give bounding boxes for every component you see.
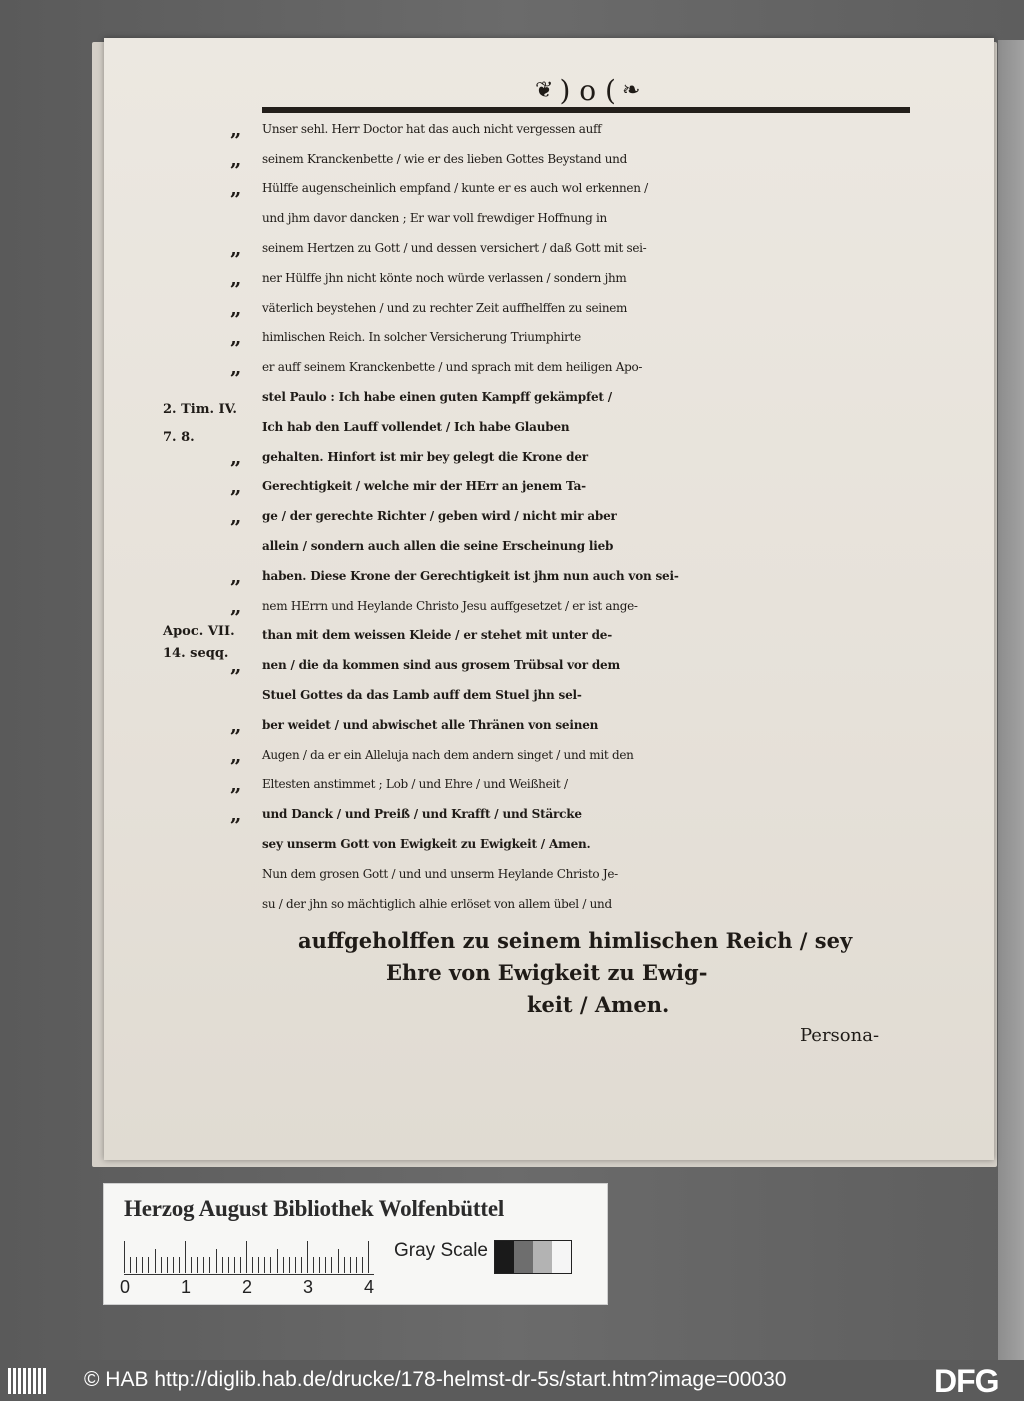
ruler-tick — [270, 1257, 271, 1273]
ruler-tick — [289, 1257, 290, 1273]
text-line — [160, 531, 920, 561]
text-line-content: Unser sehl. Herr Doctor hat das auch nicht vergessen auff — [262, 121, 602, 136]
ruler-tick — [368, 1241, 369, 1273]
ruler-tick — [307, 1241, 308, 1273]
page-header-ornament — [535, 70, 675, 110]
text-line-content: Stuel Gottes da das Lamb auff dem Stuel jhn sel- — [262, 688, 582, 703]
quote-mark: „ — [230, 236, 242, 261]
text-line-content: nen / die da kommen sind aus grosem Trübsal vor dem — [262, 658, 620, 673]
ruler-tick — [203, 1257, 204, 1273]
ruler-number-0: 0 — [120, 1277, 131, 1297]
ruler-tick — [142, 1257, 143, 1273]
text-line — [160, 770, 920, 800]
text-line — [160, 710, 920, 740]
text-line-content: allein / sondern auch allen die seine Erscheinung lieb — [262, 539, 614, 554]
quote-mark: „ — [230, 295, 242, 320]
quote-mark: „ — [230, 653, 242, 678]
quote-mark: „ — [230, 742, 242, 767]
ruler-tick — [283, 1257, 284, 1273]
ruler-tick — [197, 1257, 198, 1273]
dfg-logo: DFG — [934, 1363, 999, 1399]
text-line-content: seinem Kranckenbette / wie er des lieben Gottes Beystand und — [262, 151, 627, 166]
ruler-tick — [136, 1257, 137, 1273]
gray-swatch — [552, 1241, 571, 1273]
ruler-tick — [155, 1249, 156, 1273]
quote-mark: „ — [230, 802, 242, 827]
closing-line-2: Ehre von Ewigkeit zu Ewig- — [386, 960, 708, 985]
ruler-tick — [222, 1257, 223, 1273]
ruler-tick — [209, 1257, 210, 1273]
ruler-tick — [344, 1257, 345, 1273]
ruler-tick — [356, 1257, 357, 1273]
quote-mark: „ — [230, 176, 242, 201]
text-line — [160, 323, 920, 353]
text-line — [160, 382, 920, 412]
quote-mark: „ — [230, 116, 242, 141]
ruler-tick — [313, 1257, 314, 1273]
text-line — [160, 621, 920, 651]
text-line-content: than mit dem weissen Kleide / er stehet mit unter de- — [262, 628, 612, 643]
copyright-url: © HAB http://diglib.hab.de/drucke/178-helmst-dr-5s/start.htm?image=00030 — [84, 1368, 787, 1391]
text-line — [160, 591, 920, 621]
text-line — [160, 412, 920, 442]
text-line-content: und jhm davor dancken ; Er war voll frewdiger Hoffnung in — [262, 211, 607, 226]
gray-scale-label: Gray Scale — [394, 1240, 488, 1261]
body-text — [160, 114, 920, 919]
text-line — [160, 472, 920, 502]
text-line-content: gehalten. Hinfort ist mir bey gelegt die Krone der — [262, 449, 588, 464]
text-line-content: ge / der gerechte Richter / geben wird / nicht mir aber — [262, 509, 617, 524]
footer-bar — [0, 1360, 1024, 1401]
quote-mark: „ — [230, 355, 242, 380]
ruler-tick — [234, 1257, 235, 1273]
text-line — [160, 799, 920, 829]
ruler-tick — [228, 1257, 229, 1273]
text-line-content: ner Hülffe jhn nicht könte noch würde verlassen / sondern jhm — [262, 270, 627, 285]
quote-mark: „ — [230, 146, 242, 171]
text-line — [160, 233, 920, 263]
quote-mark: „ — [230, 772, 242, 797]
text-line — [160, 203, 920, 233]
text-line-content: Eltesten anstimmet ; Lob / und Ehre / und Weißheit / — [262, 777, 568, 792]
text-line-content: Gerechtigkeit / welche mir der HErr an jenem Ta- — [262, 479, 586, 494]
barcode-icon — [8, 1368, 46, 1394]
quote-mark: „ — [230, 474, 242, 499]
ruler-tick — [319, 1257, 320, 1273]
text-line-content: seinem Hertzen zu Gott / und dessen versichert / daß Gott mit sei- — [262, 241, 647, 256]
quote-mark: „ — [230, 265, 242, 290]
ruler-number-3: 3 — [303, 1277, 314, 1297]
ruler-tick — [161, 1257, 162, 1273]
ruler-tick — [325, 1257, 326, 1273]
quote-mark: „ — [230, 593, 242, 618]
text-line-content: und Danck / und Preiß / und Krafft / und Stärcke — [262, 807, 582, 822]
text-line-content: Nun dem grosen Gott / und und unserm Heylande Christo Je- — [262, 866, 618, 881]
ruler-number-4: 4 — [364, 1277, 375, 1297]
ruler-tick — [167, 1257, 168, 1273]
text-line — [160, 352, 920, 382]
ruler-tick — [295, 1257, 296, 1273]
ruler-tick — [246, 1241, 247, 1273]
gray-scale-swatches — [494, 1240, 572, 1274]
text-line — [160, 680, 920, 710]
catchword: Persona- — [800, 1025, 880, 1046]
library-color-card — [103, 1183, 608, 1305]
margin-note-tim-ref: 2. Tim. IV. — [163, 402, 237, 417]
text-line — [160, 740, 920, 770]
ruler-baseline — [124, 1274, 374, 1275]
page-number: ) o ( — [559, 73, 616, 107]
text-line — [160, 263, 920, 293]
ruler-tick — [301, 1257, 302, 1273]
text-line — [160, 501, 920, 531]
closing-line-1: auffgeholffen zu seinem himlischen Reich / sey — [298, 928, 853, 953]
header-rule — [262, 107, 910, 113]
text-line-content: ber weidet / und abwischet alle Thränen von seinen — [262, 717, 599, 732]
quote-mark: „ — [230, 563, 242, 588]
text-line-content: haben. Diese Krone der Gerechtigkeit ist jhm nun auch von sei- — [262, 568, 679, 583]
text-line-content: su / der jhn so mächtiglich alhie erlöset von allem übel / und — [262, 896, 612, 911]
ruler-number-2: 2 — [242, 1277, 253, 1297]
text-line-content: Augen / da er ein Alleluja nach dem andern singet / und mit den — [262, 747, 634, 762]
text-line-content: himlischen Reich. In solcher Versicherung Triumphirte — [262, 330, 581, 345]
ruler-tick — [185, 1241, 186, 1273]
ruler-tick — [124, 1241, 125, 1273]
text-line — [160, 650, 920, 680]
text-line — [160, 114, 920, 144]
ruler-tick — [173, 1257, 174, 1273]
text-line — [160, 859, 920, 889]
quote-mark: „ — [230, 325, 242, 350]
gray-swatch — [495, 1241, 514, 1273]
text-line — [160, 174, 920, 204]
text-line — [160, 829, 920, 859]
text-line — [160, 293, 920, 323]
ruler-tick — [148, 1257, 149, 1273]
text-line-content: sey unserm Gott von Ewigkeit zu Ewigkeit / Amen. — [262, 837, 591, 852]
ruler-tick — [130, 1257, 131, 1273]
ruler-tick — [240, 1257, 241, 1273]
text-line-content: nem HErrn und Heylande Christo Jesu auffgesetzet / er ist ange- — [262, 598, 638, 613]
ruler-tick — [331, 1257, 332, 1273]
ruler-tick — [179, 1257, 180, 1273]
closing-line-3: keit / Amen. — [527, 992, 670, 1017]
margin-note-apoc-ref: Apoc. VII. — [163, 624, 235, 639]
text-line — [160, 144, 920, 174]
library-name: Herzog August Bibliothek Wolfenbüttel — [124, 1196, 505, 1221]
ruler-tick — [362, 1257, 363, 1273]
ruler-tick — [252, 1257, 253, 1273]
text-line-content: stel Paulo : Ich habe einen guten Kampff gekämpfet / — [262, 390, 612, 405]
margin-note-tim-verse: 7. 8. — [163, 430, 195, 445]
ruler-tick — [191, 1257, 192, 1273]
text-line — [160, 442, 920, 472]
ruler-tick — [350, 1257, 351, 1273]
text-line — [160, 889, 920, 919]
quote-mark: „ — [230, 504, 242, 529]
gray-swatch — [514, 1241, 533, 1273]
measurement-ruler — [124, 1239, 384, 1273]
ruler-tick — [264, 1257, 265, 1273]
text-line — [160, 561, 920, 591]
ruler-tick — [216, 1249, 217, 1273]
ruler-number-1: 1 — [181, 1277, 192, 1297]
quote-mark: „ — [230, 444, 242, 469]
ornament-right-icon: ❧ — [621, 77, 641, 103]
margin-note-apoc-verse: 14. seqq. — [163, 646, 229, 661]
ornament-left-icon: ❦ — [535, 77, 554, 103]
ruler-tick — [258, 1257, 259, 1273]
gray-swatch — [533, 1241, 552, 1273]
ruler-tick — [338, 1249, 339, 1273]
text-line-content: Ich hab den Lauff vollendet / Ich habe Glauben — [262, 419, 570, 434]
text-line-content: Hülffe augenscheinlich empfand / kunte er es auch wol erkennen / — [262, 181, 648, 196]
text-line-content: väterlich beystehen / und zu rechter Zeit auffhelffen zu seinem — [262, 300, 628, 315]
adjacent-page-edge — [998, 40, 1024, 1360]
text-line-content: er auff seinem Kranckenbette / und sprach mit dem heiligen Apo- — [262, 360, 643, 375]
quote-mark: „ — [230, 712, 242, 737]
ruler-tick — [277, 1249, 278, 1273]
